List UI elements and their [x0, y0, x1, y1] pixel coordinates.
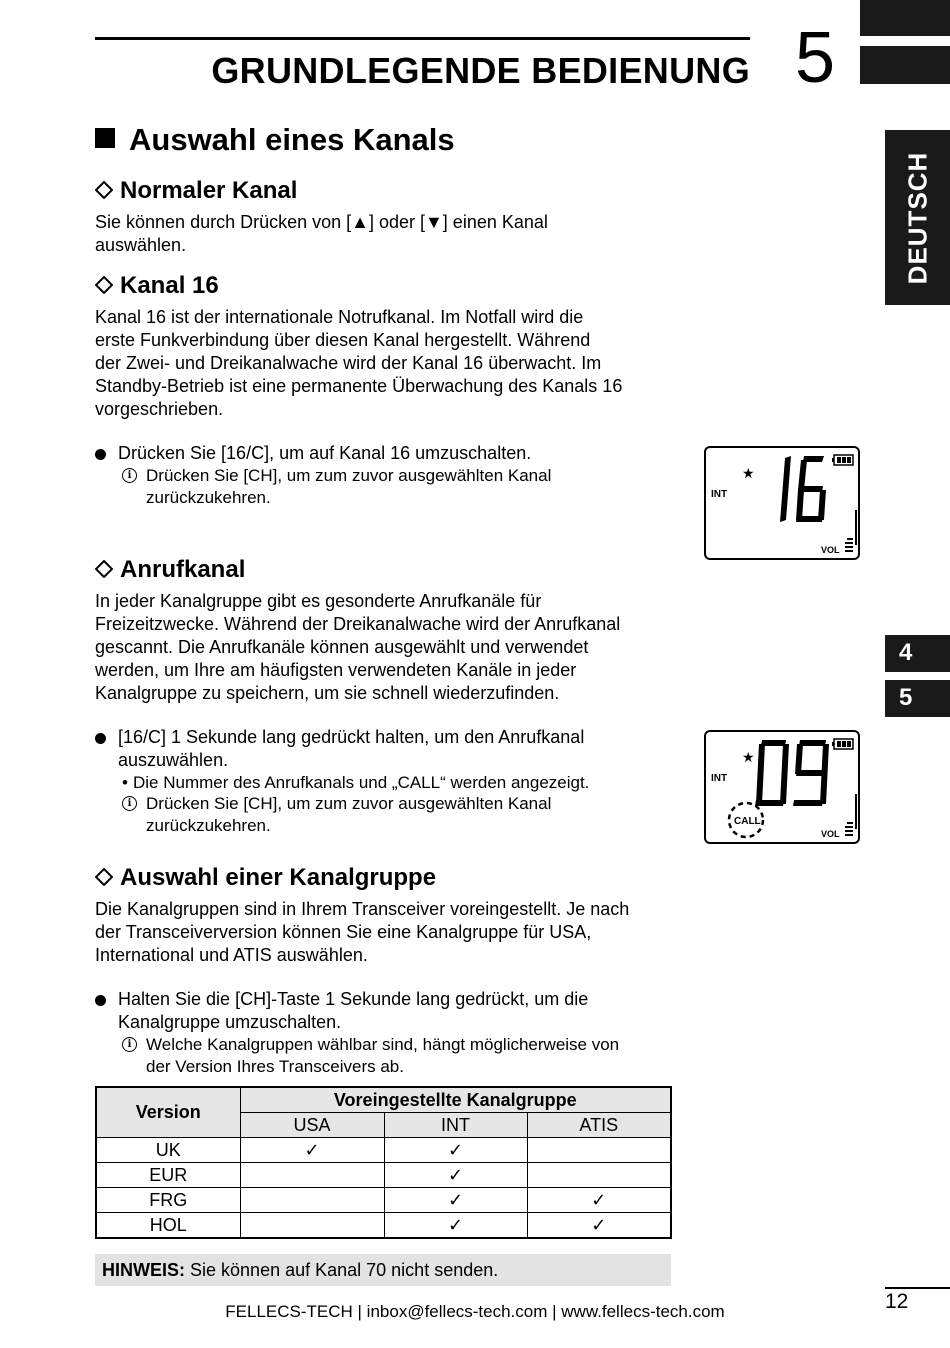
table-row	[96, 1138, 671, 1163]
info-icon: i	[122, 468, 137, 483]
lcd-vol-label: VOL	[821, 829, 840, 839]
hint-label: HINWEIS:	[102, 1260, 185, 1280]
lcd-graphic	[706, 732, 858, 842]
lcd-channel-digits	[755, 740, 829, 806]
lcd-call-label: CALL	[734, 816, 761, 827]
star-icon: ★	[742, 750, 755, 766]
table-cell-version: FRG	[96, 1188, 240, 1213]
chapter-tab-label: 4	[899, 639, 913, 666]
paragraph-normaler-kanal	[95, 211, 548, 257]
text-line: Sie können durch Drücken von [▲] oder [▼] einen Kanal	[95, 212, 548, 232]
heading-text: Anrufkanal	[120, 556, 246, 583]
chapter-tab-label: 5	[899, 684, 913, 711]
lcd-vol-label: VOL	[821, 545, 840, 555]
table-col-usa: USA	[240, 1113, 384, 1138]
table-cell: ✓	[527, 1188, 671, 1213]
text-line: der Zwei- und Dreikanalwache wird der Kanal 16 überwacht. Im	[95, 353, 602, 373]
text-line: Die Kanalgruppen sind in Ihrem Transceiver voreingestellt. Je nach	[95, 899, 630, 919]
heading-normaler-kanal	[95, 177, 297, 205]
text-line: Kanal 16 ist der internationale Notrufkanal. Im Notfall wird die	[95, 307, 584, 327]
heading-text: Auswahl einer Kanalgruppe	[120, 864, 437, 891]
paragraph-anrufkanal	[95, 590, 620, 705]
bullet-icon	[95, 995, 106, 1006]
bullet-icon	[95, 733, 106, 744]
diamond-icon	[95, 560, 113, 578]
table-cell: ✓	[384, 1188, 527, 1213]
hint-text: Sie können auf Kanal 70 nicht senden.	[190, 1260, 499, 1280]
heading-kanalgruppe	[95, 864, 436, 892]
page-title: GRUNDLEGENDE BEDIENUNG	[211, 50, 750, 91]
lcd-graphic	[706, 448, 858, 558]
table-cell	[527, 1163, 671, 1188]
chapter-bar-bottom	[860, 46, 950, 84]
info-icon: i	[122, 1037, 137, 1052]
bullet-text: Drücken Sie [16/C], um auf Kanal 16 umzuschalten.	[118, 443, 532, 463]
note-line: Welche Kanalgruppen wählbar sind, hängt möglicherweise von	[146, 1035, 620, 1054]
section-title-text: Auswahl eines Kanals	[129, 122, 455, 157]
chapter-tab-4	[885, 635, 950, 672]
paragraph-kanal-16	[95, 306, 622, 421]
table-cell-version: UK	[96, 1138, 240, 1163]
bullet-icon	[95, 449, 106, 460]
heading-kanal-16	[95, 272, 219, 300]
table-cell	[240, 1163, 384, 1188]
table-header-version: Version	[96, 1087, 240, 1138]
note-line: Drücken Sie [CH], um zum zuvor ausgewählten Kanal	[146, 466, 552, 485]
text-line: Kanalgruppe zu speichern, um sie schnell wiederzufinden.	[95, 683, 560, 703]
text-line: der Transceiverversion können Sie eine Kanalgruppe für USA,	[95, 922, 592, 942]
table-cell	[240, 1213, 384, 1239]
table-cell	[240, 1188, 384, 1213]
paragraph-kanalgruppe	[95, 898, 629, 967]
text-line: vorgeschrieben.	[95, 399, 224, 419]
sub-bullet-anrufkanal	[118, 772, 589, 794]
table-cell: ✓	[527, 1213, 671, 1239]
bullet-anrufkanal	[95, 726, 584, 772]
lcd-display-channel-16	[704, 446, 860, 560]
table-cell-version: EUR	[96, 1163, 240, 1188]
note-line: zurückzukehren.	[146, 815, 271, 835]
lcd-mode-label: INT	[711, 773, 728, 784]
text-line: werden, um Ihre am häufigsten verwendeten Kanäle in jeder	[95, 660, 577, 680]
info-note-kanal-16	[118, 465, 551, 508]
bullet-text: Kanalgruppe umzuschalten.	[118, 1012, 342, 1032]
square-bullet-icon	[95, 128, 115, 148]
table-cell: ✓	[240, 1138, 384, 1163]
page-number: 12	[885, 1290, 909, 1313]
diamond-icon	[95, 868, 113, 886]
page-number-rule	[885, 1287, 950, 1289]
table-cell	[527, 1138, 671, 1163]
text-line: Freizeitzwecke. Während der Dreikanalwache wird der Anrufkanal	[95, 614, 621, 634]
table-col-atis: ATIS	[527, 1113, 671, 1138]
text-line: In jeder Kanalgruppe gibt es gesonderte Anrufkanäle für	[95, 591, 542, 611]
heading-anrufkanal	[95, 556, 245, 584]
table-row	[96, 1163, 671, 1188]
section-title	[95, 122, 455, 158]
lcd-display-call-channel	[704, 730, 860, 844]
note-line: zurückzukehren.	[146, 487, 271, 507]
text-line: erste Funkverbindung über diesen Kanal hergestellt. Während	[95, 330, 591, 350]
diamond-icon	[95, 276, 113, 294]
text-line: gescannt. Die Anrufkanäle können ausgewählt und verwendet	[95, 637, 589, 657]
bullet-text: Halten Sie die [CH]-Taste 1 Sekunde lang gedrückt, um die	[118, 989, 589, 1009]
table-header-group: Voreingestellte Kanalgruppe	[240, 1087, 671, 1113]
note-line: der Version Ihres Transceivers ab.	[146, 1056, 404, 1076]
footer-text: FELLECS-TECH | inbox@fellecs-tech.com | www.fellecs-tech.com	[225, 1302, 725, 1321]
table-cell: ✓	[384, 1213, 527, 1239]
lcd-channel-digits	[780, 456, 826, 522]
info-note-anrufkanal	[118, 793, 551, 836]
bullet-kanal-16	[95, 442, 531, 465]
heading-text: Normaler Kanal	[120, 177, 298, 204]
info-note-kanalgruppe	[118, 1034, 619, 1077]
lcd-mode-label: INT	[711, 489, 728, 500]
star-icon: ★	[742, 466, 755, 482]
table-cell: ✓	[384, 1163, 527, 1188]
table-cell: ✓	[384, 1138, 527, 1163]
table-row	[96, 1188, 671, 1213]
language-tab	[885, 130, 950, 305]
text-line: auswählen.	[95, 235, 187, 255]
note-line: Drücken Sie [CH], um zum zuvor ausgewählten Kanal	[146, 794, 552, 813]
volume-icon	[845, 538, 853, 552]
table-cell-version: HOL	[96, 1213, 240, 1239]
chapter-bar-top	[860, 0, 950, 36]
info-icon: i	[122, 796, 137, 811]
channel-group-table	[95, 1086, 672, 1239]
volume-icon	[845, 822, 853, 836]
hint-box	[95, 1254, 671, 1286]
text-line: International und ATIS auswählen.	[95, 945, 368, 965]
table-col-int: INT	[384, 1113, 527, 1138]
bullet-kanalgruppe	[95, 988, 588, 1034]
bullet-text: [16/C] 1 Sekunde lang gedrückt halten, um den Anrufkanal	[118, 727, 585, 747]
chapter-number: 5	[795, 18, 836, 98]
small-bullet-icon: •	[122, 773, 128, 792]
language-tab-label: DEUTSCH	[902, 151, 932, 284]
table-row	[96, 1213, 671, 1239]
diamond-icon	[95, 181, 113, 199]
bullet-text: auszuwählen.	[118, 750, 229, 770]
chapter-tab-5	[885, 680, 950, 717]
header-rule	[95, 37, 750, 40]
sub-bullet-text: Die Nummer des Anrufkanals und „CALL“ werden angezeigt.	[133, 773, 590, 792]
text-line: Standby-Betrieb ist eine permanente Überwachung des Kanals 16	[95, 376, 623, 396]
heading-text: Kanal 16	[120, 272, 219, 299]
